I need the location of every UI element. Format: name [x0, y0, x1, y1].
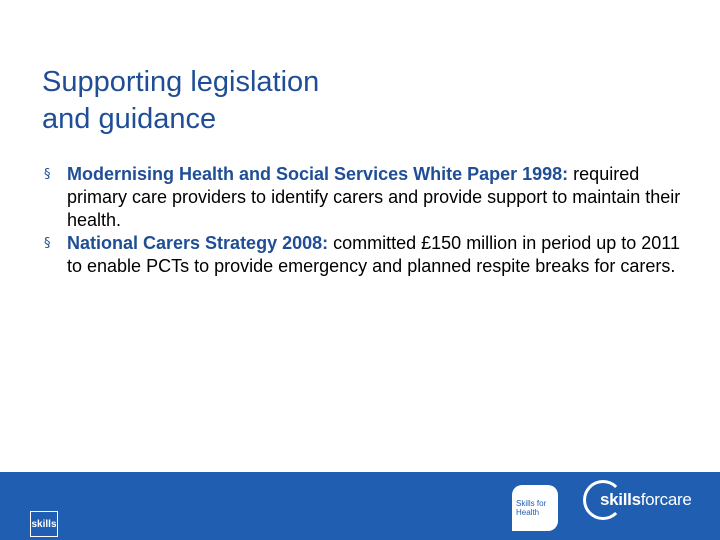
slide-title-line-2: and guidance: [42, 103, 217, 135]
bullet-body-text: required primary care providers to identify carers and provide support to maintain their health.: [67, 164, 681, 230]
skills-logo-small: [30, 511, 58, 537]
skills-for-health-line-2: Health: [516, 508, 540, 517]
bullet-section-icon: §: [44, 167, 51, 182]
bullet-section-icon: §: [44, 236, 51, 251]
bullet-lead-text: National Carers Strategy 2008:: [67, 233, 329, 253]
skills-logo-small-text: skills: [31, 519, 57, 530]
bullet-item: [44, 163, 684, 232]
bullet-lead-text: Modernising Health and Social Services White Paper 1998:: [67, 164, 569, 184]
bullet-list: [44, 163, 684, 278]
slide-title-line-1: Supporting legislation: [42, 66, 320, 98]
skills-for-care-wordmark: [600, 490, 692, 510]
slide-title: [42, 64, 642, 138]
skills-for-care-logo: [583, 478, 711, 528]
skills-for-health-logo: [512, 485, 558, 531]
bullet-item: [44, 232, 684, 278]
skills-for-care-bold: skills: [600, 490, 641, 509]
bullet-body-text: committed £150 million in period up to 2011 to enable PCTs to provide emergency and planned respite breaks for carers.: [67, 233, 680, 276]
skills-for-care-light: forcare: [640, 490, 692, 509]
skills-for-health-line-1: Skills for: [516, 499, 547, 508]
